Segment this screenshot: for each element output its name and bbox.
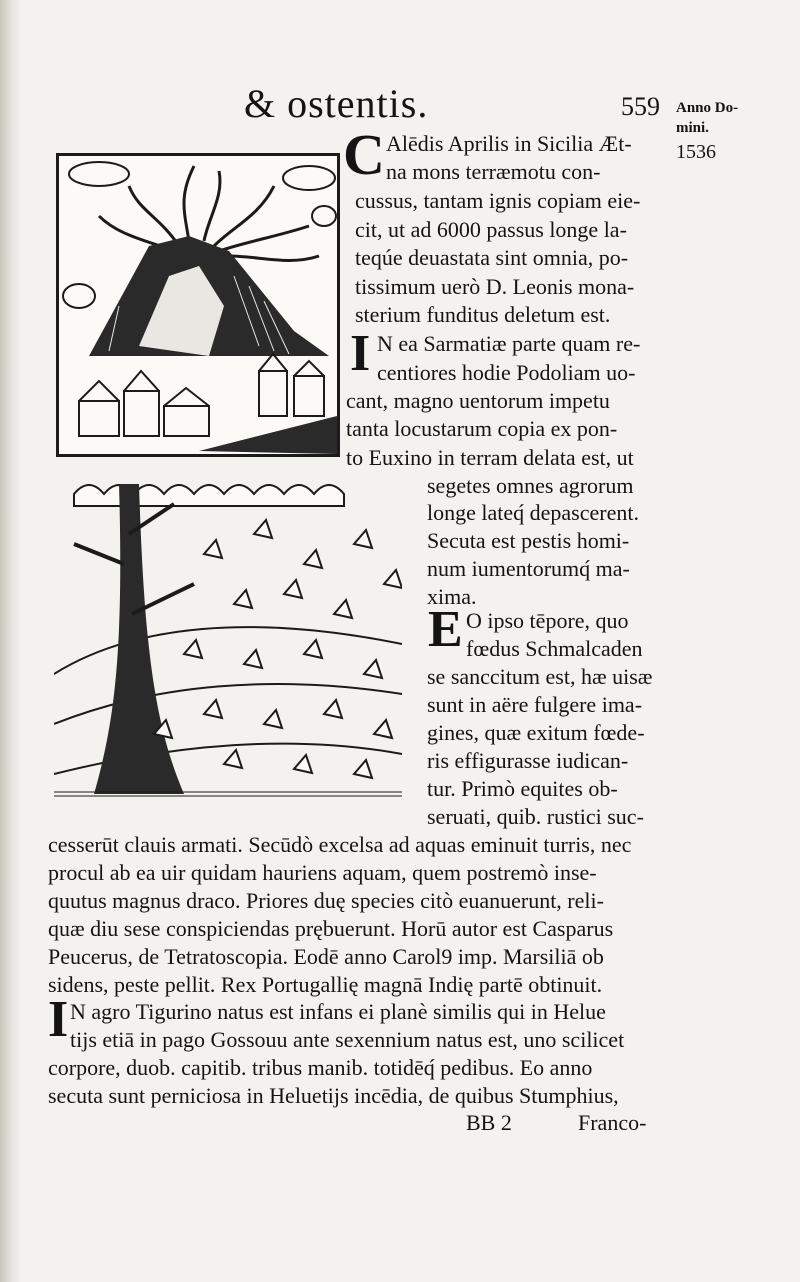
text-line: N ea Sarmatiæ parte quam re- — [377, 331, 641, 356]
locust-illustration — [54, 474, 402, 804]
text-line: secuta sunt perniciosa in Heluetijs incēdia, de quibus Stumphius, — [48, 1083, 619, 1108]
margin-note-year — [676, 98, 786, 162]
binding-gutter — [0, 0, 22, 1282]
signature-mark: BB 2 — [466, 1110, 512, 1135]
woodcut-locust-swarm — [54, 474, 402, 804]
running-head: & ostentis. — [244, 81, 429, 126]
text-line: num iumentorumq́ ma- — [427, 556, 630, 581]
text-line: N agro Tigurino natus est infans ei planè similis qui in Helue — [70, 999, 606, 1024]
text-line: quæ diu sese conspiciendas prębuerunt. Horū autor est Casparus — [48, 916, 614, 941]
text-line: procul ab ea uir quidam hauriens aquam, quem postremò inse- — [48, 860, 597, 885]
page-number: 559 — [621, 92, 660, 121]
text-line: cussus, tantam ignis copiam eie- — [355, 188, 641, 213]
text-line: quutus magnus draco. Priores duę species citò euanuerunt, reli- — [48, 888, 604, 913]
text-line: Secuta est pestis homi- — [427, 528, 630, 553]
text-line: cit, ut ad 6000 passus longe la- — [355, 217, 627, 242]
text-line: longe lateq́ depascerent. — [427, 500, 639, 525]
text-line: centiores hodie Podoliam uo- — [377, 360, 636, 385]
dropcap-e: E — [428, 601, 463, 658]
text-line: Alēdis Aprilis in Sicilia Æt- — [386, 131, 632, 156]
text-line: O ipso tēpore, quo — [466, 608, 629, 633]
woodcut-etna-eruption — [56, 153, 340, 457]
text-line: ris effigurasse iudican- — [427, 748, 629, 773]
text-line: sterium funditus deletum est. — [355, 302, 611, 327]
text-line: fœdus Schmalcaden — [466, 636, 643, 661]
etna-illustration — [59, 156, 337, 454]
text-line: tijs etiā in pago Gossouu ante sexennium natus est, uno scilicet — [70, 1027, 625, 1052]
text-line: cant, magno uentorum impetu — [346, 388, 610, 413]
text-line: sidens, peste pellit. Rex Portugallię magnā Indię partē obtinuit. — [48, 972, 603, 997]
text-line: se sanccitum est, hæ uisæ — [427, 664, 653, 689]
text-line: gines, quæ exitum fœde- — [427, 720, 645, 745]
dropcap-c: C — [343, 122, 385, 187]
text-line: to Euxino in terram delata est, ut — [346, 445, 634, 470]
dropcap-i: I — [48, 991, 69, 1048]
text-line: sunt in aëre fulgere ima- — [427, 692, 643, 717]
text-line: xima. — [427, 584, 477, 609]
text-line: Peucerus, de Tetratoscopia. Eodē anno Carol9 imp. Marsiliā ob — [48, 944, 604, 969]
dropcap-i: I — [350, 325, 371, 382]
catchword: Franco- — [578, 1110, 647, 1135]
text-line: tissimum uerò D. Leonis mona- — [355, 274, 635, 299]
text-line: segetes omnes agrorum — [427, 473, 634, 498]
margin-note-line: mini. — [676, 120, 709, 136]
text-line: cesserūt clauis armati. Secūdò excelsa ad aquas eminuit turris, nec — [48, 832, 632, 857]
text-line: tanta locustarum copia ex pon- — [346, 416, 618, 441]
margin-note-year-number: 1536 — [676, 141, 716, 163]
text-line: corpore, duob. capitib. tribus manib. totidēq́ pedibus. Eo anno — [48, 1055, 593, 1080]
text-line: na mons terræmotu con- — [386, 159, 601, 184]
text-line: seruati, quib. rustici suc- — [427, 804, 644, 829]
text-line: tur. Primò equites ob- — [427, 776, 618, 801]
margin-note-line: Anno Do- — [676, 100, 739, 116]
text-line: teqúe deuastata sint omnia, po- — [355, 245, 629, 270]
